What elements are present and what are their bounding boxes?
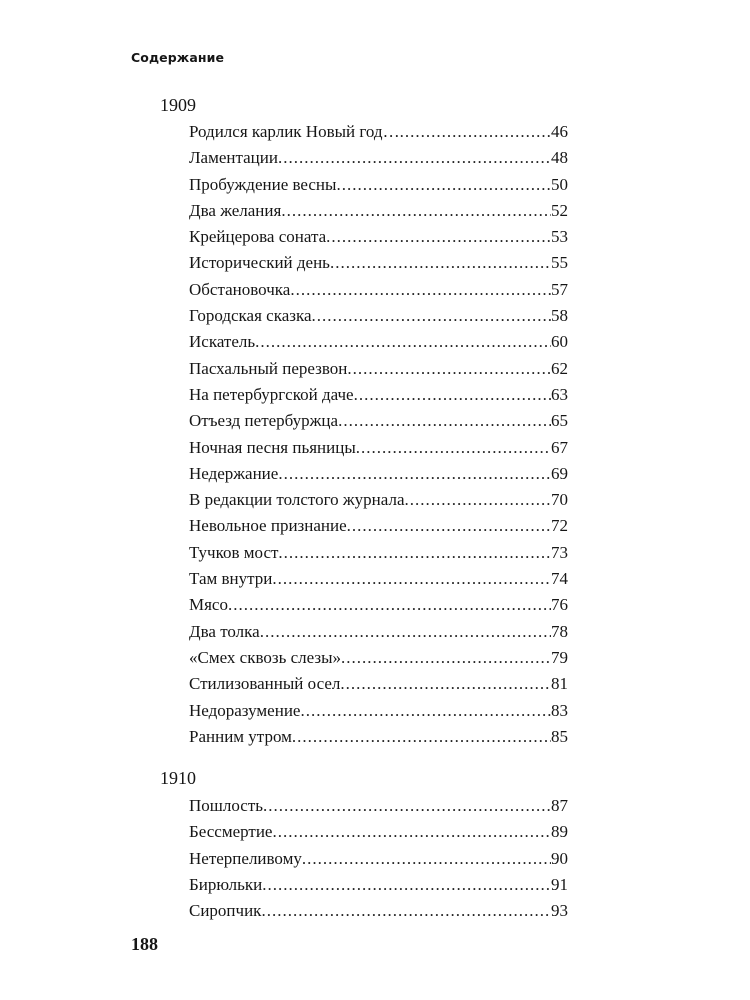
entry-page-number: 72 (551, 516, 568, 536)
entry-page-number: 85 (551, 726, 568, 746)
entry-page-number: 76 (551, 595, 568, 615)
toc-entry[interactable] (189, 875, 568, 901)
entry-page-number: 57 (551, 279, 568, 299)
entry-title: Ламентации (189, 148, 278, 168)
toc-entry[interactable] (189, 411, 568, 437)
toc-entry[interactable] (189, 385, 568, 411)
entry-title: В редакции толстого журнала (189, 490, 405, 510)
toc-entry[interactable] (189, 464, 568, 490)
dot-leader (338, 411, 551, 431)
toc-entry[interactable] (189, 280, 568, 306)
toc-entry[interactable] (189, 674, 568, 700)
entry-page-number: 79 (551, 647, 568, 667)
entry-title: Искатель (189, 332, 256, 352)
toc-entry[interactable] (189, 306, 568, 332)
dot-leader (312, 306, 551, 326)
entry-page-number: 60 (551, 332, 568, 352)
entry-title: Невольное признание (189, 516, 347, 536)
entry-page-number: 87 (551, 796, 568, 815)
toc-entry[interactable] (189, 122, 568, 148)
toc-entry[interactable] (189, 849, 568, 875)
entry-title: Отъезд петербуржца (189, 411, 339, 431)
entry-title: «Смех сквозь слезы» (189, 647, 342, 667)
toc-entry[interactable] (189, 622, 568, 648)
dot-leader (347, 516, 551, 536)
dot-leader (228, 595, 551, 615)
dot-leader (260, 622, 551, 642)
entry-title: На петербургской даче (189, 384, 354, 404)
dot-leader (336, 175, 551, 195)
entry-page-number: 53 (551, 227, 568, 247)
entry-page-number: 81 (551, 674, 568, 694)
entry-page-number: 46 (551, 122, 568, 141)
entry-title: Недоразумение (189, 700, 301, 720)
running-head: Содержание (131, 50, 225, 65)
toc-entry[interactable] (189, 438, 568, 464)
entry-title: Обстановочка (189, 279, 291, 299)
entry-page-number: 69 (551, 463, 568, 483)
dot-leader (278, 543, 551, 563)
toc-entry[interactable] (189, 822, 568, 848)
dot-leader (347, 359, 551, 379)
entry-page-number: 62 (551, 358, 568, 378)
entry-page-number: 50 (551, 174, 568, 194)
entry-page-number: 70 (551, 490, 568, 510)
entry-page-number: 91 (551, 874, 568, 894)
dot-leader (300, 701, 551, 721)
dot-leader (255, 332, 551, 352)
toc-entry[interactable] (189, 332, 568, 358)
dot-leader (261, 901, 551, 921)
entry-page-number: 93 (551, 901, 568, 921)
dot-leader (341, 648, 551, 668)
entry-page-number: 73 (551, 542, 568, 562)
entry-title: Там внутри (189, 569, 273, 589)
toc-entry[interactable] (189, 516, 568, 542)
toc-entry[interactable] (189, 701, 568, 727)
dot-leader (278, 464, 551, 484)
dot-leader (405, 490, 552, 510)
dot-leader (330, 253, 551, 273)
dot-leader (262, 875, 551, 895)
entry-title: Ранним утром (189, 726, 292, 746)
entry-title: Нетерпеливому (189, 848, 302, 868)
entry-title: Два желания (189, 200, 282, 220)
toc-entry[interactable] (189, 796, 568, 822)
dot-leader (326, 227, 551, 247)
entry-title: Два толка (189, 621, 260, 641)
entry-title: Мясо (189, 595, 228, 615)
dot-leader (340, 674, 551, 694)
toc-entry[interactable] (189, 648, 568, 674)
toc-entry[interactable] (189, 253, 568, 279)
entry-page-number: 58 (551, 306, 568, 326)
toc-entry[interactable] (189, 148, 568, 174)
dot-leader (292, 727, 551, 747)
dot-leader (278, 148, 551, 168)
toc-entry[interactable] (189, 569, 568, 595)
dot-leader (272, 822, 551, 842)
entry-title: Тучков мост (189, 542, 279, 562)
page-number: 188 (131, 934, 158, 954)
dot-leader (263, 796, 551, 816)
toc-entry[interactable] (189, 595, 568, 621)
entry-page-number: 48 (551, 148, 568, 168)
dot-leader (400, 122, 551, 142)
entry-page-number: 52 (551, 200, 568, 220)
entry-title: Пошлость (189, 796, 264, 815)
dot-leader (290, 280, 551, 300)
section-year: 1910 (160, 768, 196, 788)
toc-entry[interactable] (189, 490, 568, 516)
entry-title: Городская сказка (189, 306, 312, 326)
entry-page-number: 83 (551, 700, 568, 720)
entry-title: Бессмертие (189, 822, 273, 842)
entry-title: Пасхальный перезвон (189, 358, 348, 378)
entry-page-number: 74 (551, 569, 568, 589)
entry-page-number: 63 (551, 384, 568, 404)
section-year: 1909 (160, 95, 196, 115)
toc-entry[interactable] (189, 359, 568, 385)
entry-title: Крейцерова соната (189, 227, 327, 247)
entry-page-number: 65 (551, 411, 568, 431)
toc-entry-list (189, 122, 568, 753)
toc-entry[interactable] (189, 901, 568, 927)
entry-page-number: 55 (551, 253, 568, 273)
toc-entry[interactable] (189, 543, 568, 569)
dot-leader (356, 438, 551, 458)
entry-title: Бирюльки (189, 874, 263, 894)
toc-entry[interactable] (189, 727, 568, 753)
entry-page-number: 67 (551, 437, 568, 457)
toc-entry[interactable] (189, 175, 568, 201)
entry-title: Родился карлик Новый год… (189, 122, 400, 141)
entry-title: Пробуждение весны (189, 174, 337, 194)
entry-title: Ночная песня пьяницы (189, 437, 356, 457)
entry-title: Недержание (189, 463, 279, 483)
dot-leader (302, 849, 551, 869)
dot-leader (354, 385, 551, 405)
entry-page-number: 78 (551, 621, 568, 641)
dot-leader (272, 569, 551, 589)
entry-page-number: 89 (551, 822, 568, 842)
toc-entry-list (189, 796, 568, 927)
entry-title: Стилизованный осел (189, 674, 341, 694)
toc-entry[interactable] (189, 201, 568, 227)
dot-leader (281, 201, 551, 221)
entry-page-number: 90 (551, 848, 568, 868)
toc-entry[interactable] (189, 227, 568, 253)
entry-title: Сиропчик (189, 901, 262, 921)
entry-title: Исторический день (189, 253, 330, 273)
